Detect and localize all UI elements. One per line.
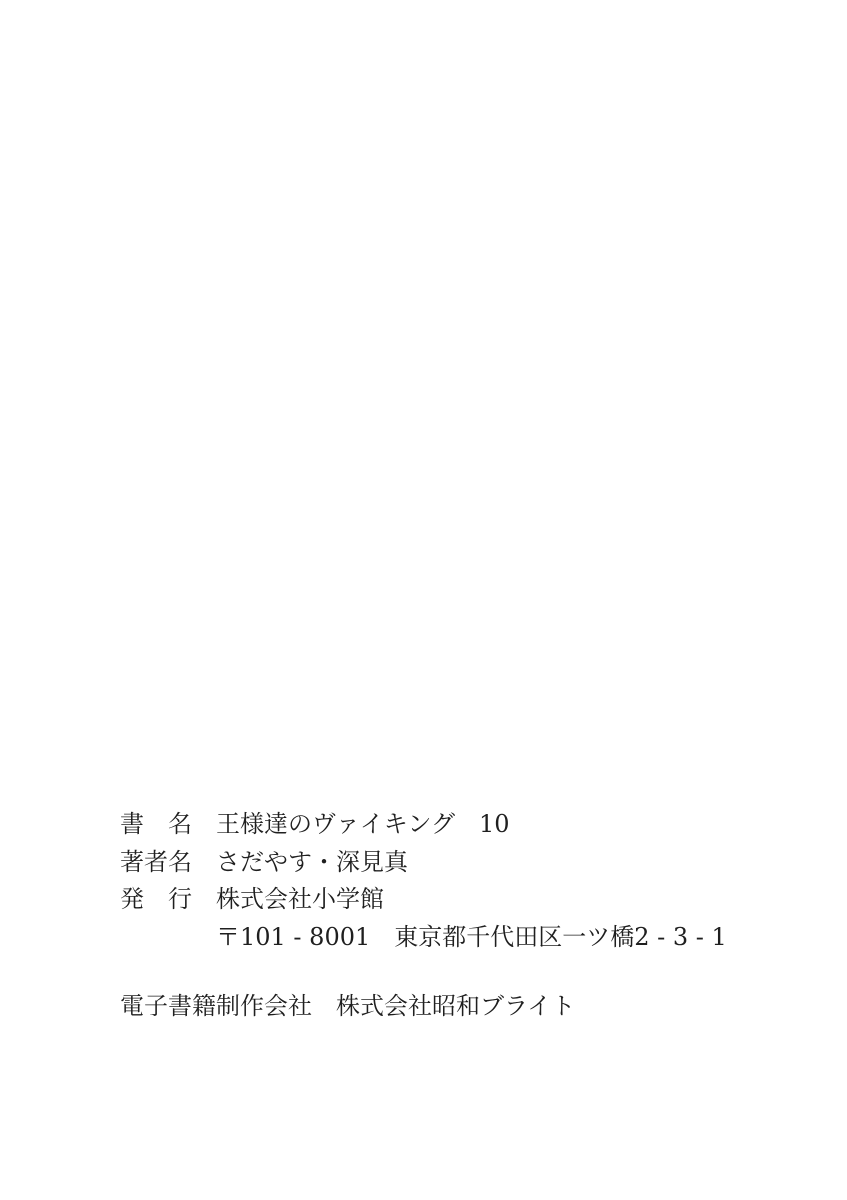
colophon-line-publisher-address — [120, 919, 727, 957]
colophon-line-author — [120, 844, 727, 882]
book-title-label: 書 名 — [120, 810, 192, 838]
colophon-line-book-title — [120, 806, 727, 844]
publisher-label: 発 行 — [120, 885, 192, 913]
publisher-value: 株式会社小学館 — [216, 885, 384, 913]
colophon-line-publisher — [120, 881, 727, 919]
book-title-value: 王様達のヴァイキング 10 — [216, 810, 510, 838]
colophon-line-ebook-producer: 電子書籍制作会社 株式会社昭和ブライト — [120, 992, 576, 1020]
publisher-address-value: 〒101 - 8001 東京都千代田区一ツ橋2 - 3 - 1 — [216, 922, 727, 951]
author-value: さだやす・深見真 — [216, 847, 408, 876]
colophon-block — [120, 806, 727, 1026]
author-label: 著者名 — [120, 847, 192, 876]
